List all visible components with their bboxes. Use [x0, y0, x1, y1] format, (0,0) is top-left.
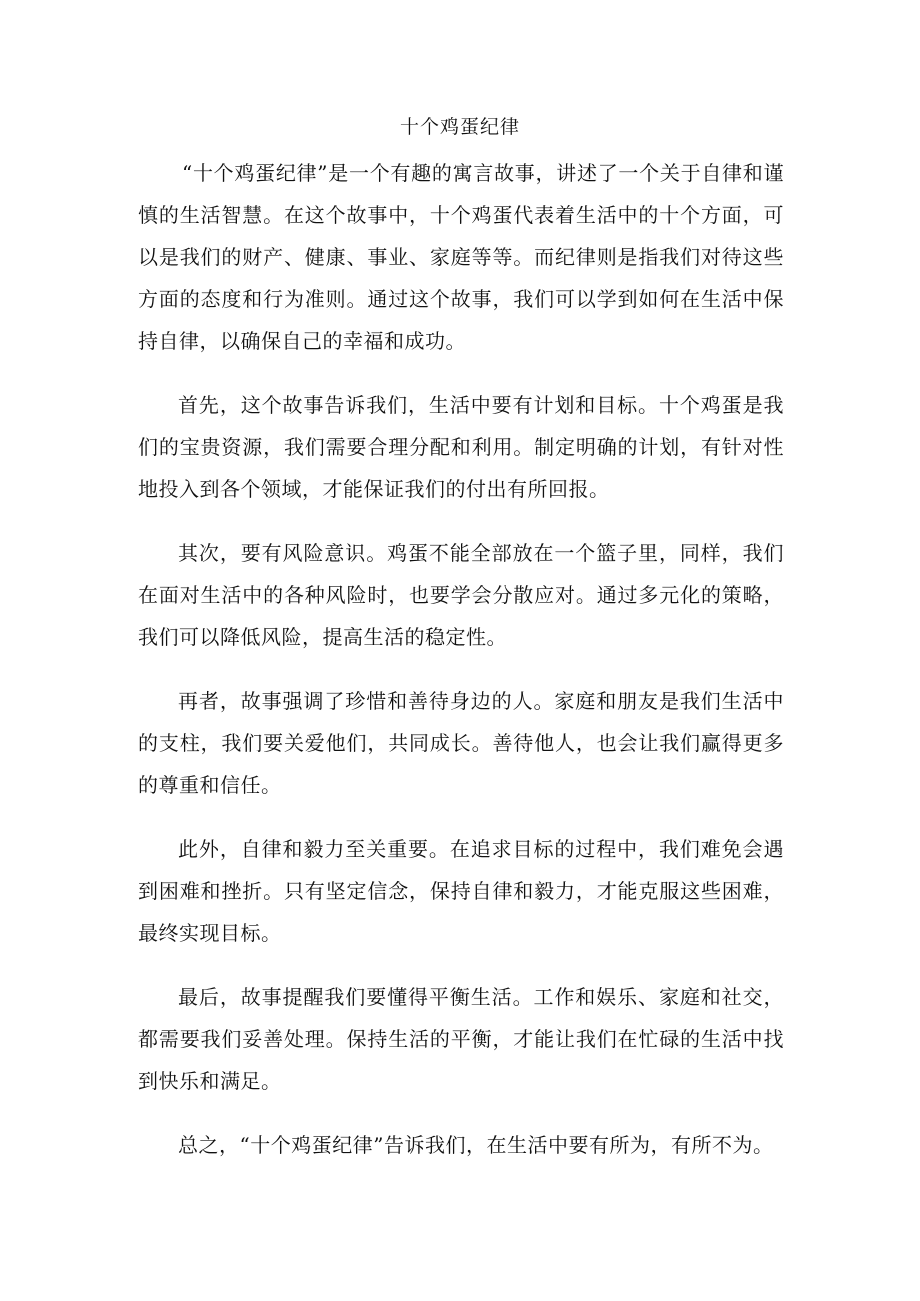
document-body: [138, 152, 784, 1188]
paragraph-first-point: 首先，这个故事告诉我们，生活中要有计划和目标。十个鸡蛋是我们的宝贵资源，我们需要合理分配和利用。制定明确的计划，有针对性地投入到各个领域，才能保证我们的付出有所回报。: [138, 393, 784, 501]
document-title: 十个鸡蛋纪律: [399, 116, 520, 138]
paragraph-fifth-point: 最后，故事提醒我们要懂得平衡生活。工作和娱乐、家庭和社交，都需要我们妥善处理。保持生活的平衡，才能让我们在忙碌的生活中找到快乐和满足。: [138, 985, 784, 1093]
paragraph-third-point: 再者，故事强调了珍惜和善待身边的人。家庭和朋友是我们生活中的支柱，我们要关爱他们，共同成长。善待他人，也会让我们赢得更多的尊重和信任。: [138, 689, 784, 797]
paragraph-conclusion: 总之，“十个鸡蛋纪律”告诉我们，在生活中要有所为，有所不为。: [178, 1133, 774, 1157]
paragraph-fourth-point: 此外，自律和毅力至关重要。在追求目标的过程中，我们难免会遇到困难和挫折。只有坚定信念，保持自律和毅力，才能克服这些困难，最终实现目标。: [138, 837, 784, 945]
paragraph-intro: “十个鸡蛋纪律”是一个有趣的寓言故事，讲述了一个关于自律和谨慎的生活智慧。在这个故事中，十个鸡蛋代表着生活中的十个方面，可以是我们的财产、健康、事业、家庭等等。而纪律则是指我们对待这些方面的态度和行为准则。通过这个故事，我们可以学到如何在生活中保持自律，以确保自己的幸福和成功。: [138, 161, 784, 353]
paragraph-second-point: 其次，要有风险意识。鸡蛋不能全部放在一个篮子里，同样，我们在面对生活中的各种风险时，也要学会分散应对。通过多元化的策略，我们可以降低风险，提高生活的稳定性。: [138, 541, 784, 649]
